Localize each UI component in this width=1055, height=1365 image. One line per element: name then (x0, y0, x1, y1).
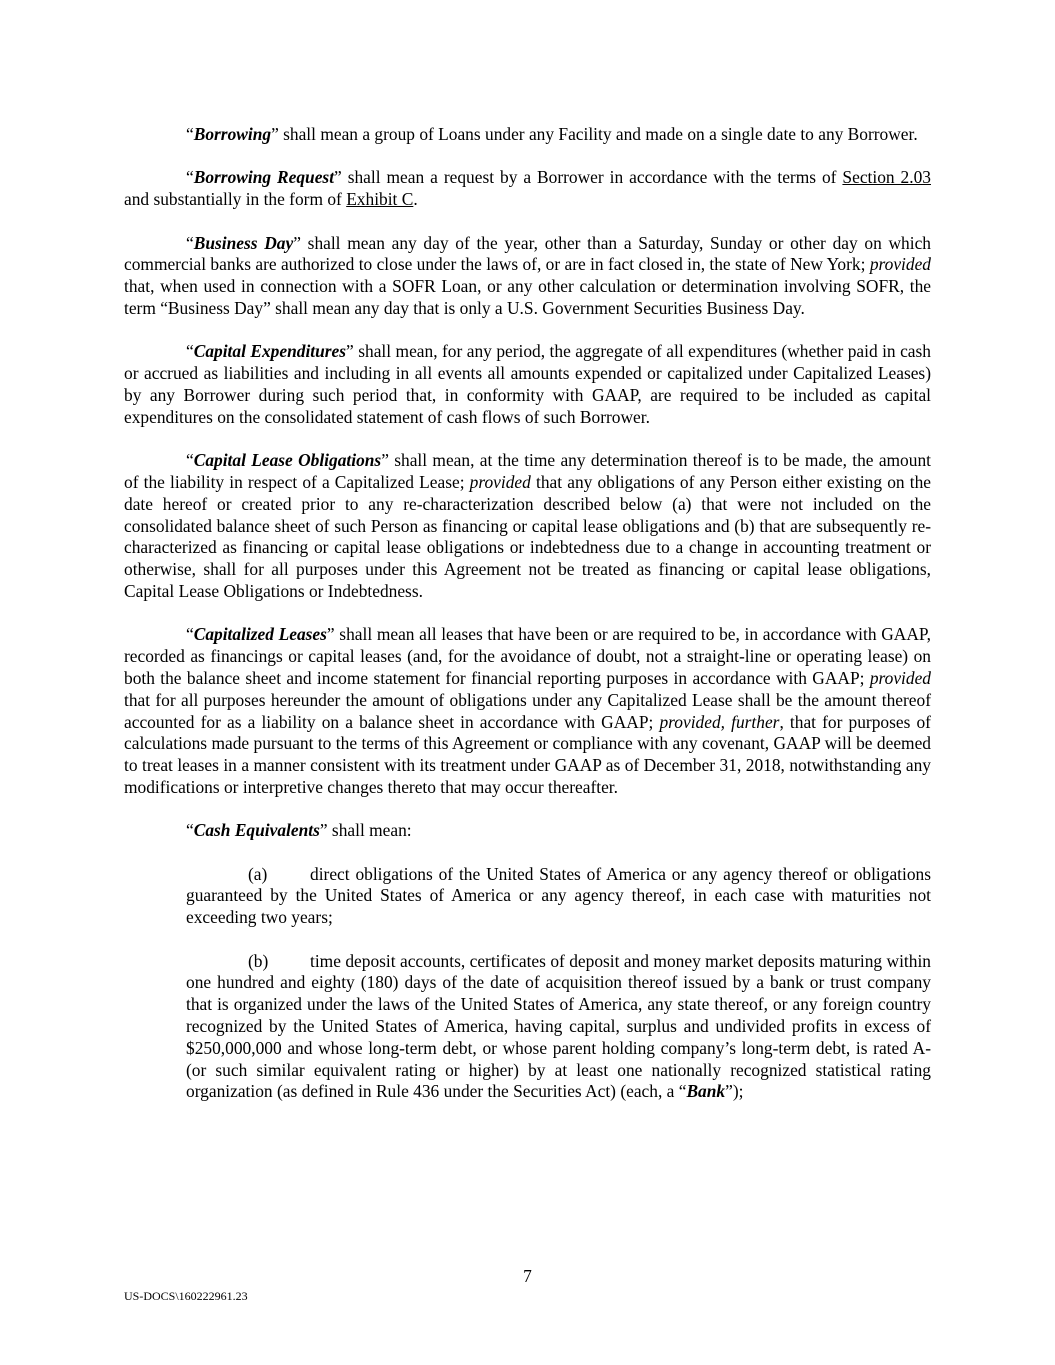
definition-capital-expenditures (124, 341, 931, 428)
definition-borrowing-request (124, 167, 931, 211)
definition-cash-equivalents (124, 820, 931, 842)
page-number: 7 (523, 1266, 532, 1286)
defined-term: Bank (686, 1081, 726, 1102)
definition-capitalized-leases (124, 624, 931, 798)
item-label: (b) (248, 950, 269, 971)
definition-text: ” shall mean a request by a Borrower in accordance with the terms of (334, 167, 843, 188)
defined-term: Capital Expenditures (193, 341, 347, 362)
open-quote: “ (186, 341, 194, 362)
item-text: ”); (725, 1081, 744, 1102)
definition-text: ” shall mean a group of Loans under any Facility and made on a single date to any Borrower. (271, 124, 918, 144)
open-quote: “ (186, 624, 194, 645)
defined-term: Capital Lease Obligations (193, 450, 382, 471)
definition-text: that for all purposes hereunder the amount of obligations under any Capitalized Lease shall be the amount thereof accounted for as a liability on a balance sheet in accordance with GAAP; (124, 689, 931, 732)
definition-text: ” shall mean, for any period, the aggregate of all expenditures (whether paid in cash or accrued as liabilities and including in all events all amounts expended or capitalized under Capitalized Leases) by any Borrower during such period that, in conformity with GAAP, are required to be included as capital expenditures on the consolidated statement of cash flows of such Borrower. (124, 341, 931, 427)
definition-borrowing (124, 124, 931, 146)
defined-term: Cash Equivalents (193, 820, 320, 841)
definition-text: ” shall mean all leases that have been or are required to be, in accordance with GAAP, recorded as financings or capital leases (and, for the avoidance of doubt, not a straight-line or operating lease) on both the balance sheet and income statement for financial reporting purposes in accordance with GAAP; (124, 624, 931, 688)
document-body (124, 124, 931, 1125)
defined-term: Borrowing (193, 124, 272, 144)
open-quote: “ (186, 124, 194, 144)
document-id: US-DOCS\160222961.23 (124, 1289, 248, 1303)
open-quote: “ (186, 820, 194, 841)
definition-text: that, when used in connection with a SOFR Loan, or any other calculation or determination involving SOFR, the term “Business Day” shall mean any day that is only a U.S. Government Securities Business Day. (124, 276, 931, 318)
definition-business-day (124, 233, 931, 320)
defined-term: Borrowing Request (193, 167, 335, 188)
item-text: direct obligations of the United States of America or any agency thereof or obligations guaranteed by the United States of America or any agency thereof, in each case with maturities not exceeding two years; (186, 863, 931, 928)
defined-term: Business Day (193, 232, 294, 253)
cash-equivalents-item-a (186, 864, 931, 929)
definition-text: and substantially in the form of (124, 189, 347, 210)
open-quote: “ (186, 450, 194, 471)
cash-equivalents-item-b (186, 951, 931, 1104)
section-reference: Section 2.03 (842, 167, 931, 188)
item-label: (a) (248, 863, 268, 884)
proviso-word: provided (869, 254, 931, 275)
proviso-word: provided (469, 471, 531, 492)
definition-text: , that for purposes of calculations made pursuant to the terms of this Agreement or compliance with any covenant, GAAP will be deemed to treat leases in a manner consistent with its treatment under GAAP as of December 31, 2018, notwithstanding any modifications or interpretive changes thereto that may occur thereafter. (124, 711, 931, 797)
open-quote: “ (186, 232, 194, 253)
item-text: time deposit accounts, certificates of deposit and money market deposits maturing within one hundred and eighty (180) days of the date of acquisition thereof issued by a bank or trust company that is organized under the laws of the United States of America, any state thereof, or any foreign country recognized by the United States of America, having capital, surplus and undivided profits in excess of $250,000,000 and whose long-term debt, or whose parent holding company’s long-term debt, is rated A- (or such similar equivalent rating or higher) by at least one nationally recognized statistical rating organization (as defined in Rule 436 under the Securities Act) (each, a “ (186, 950, 931, 1102)
definition-text: ” shall mean, at the time any determination thereof is to be made, the amount of the liability in respect of a Capitalized Lease; (124, 450, 931, 492)
open-quote: “ (186, 167, 194, 188)
definition-text: that any obligations of any Person either existing on the date hereof or created prior to any re-characterization described below (a) that were not included on the consolidated balance sheet of such Person as financing or capital lease obligations and (b) that are subsequently re-characterized as financing or capital lease obligations or indebtedness due to a change in accounting treatment or otherwise, shall for all purposes under this Agreement not be treated as financing or capital lease obligations, Capital Lease Obligations or Indebtedness. (124, 471, 931, 601)
definition-text: . (413, 189, 418, 210)
exhibit-reference: Exhibit C (346, 189, 414, 210)
definition-text: ” shall mean any day of the year, other than a Saturday, Sunday or other day on which commercial banks are authorized to close under the laws of, or are in fact closed in, the state of New York; (124, 232, 932, 275)
defined-term: Capitalized Leases (193, 624, 327, 645)
definition-capital-lease-obligations (124, 450, 931, 603)
proviso-further-word: provided, further (659, 711, 780, 732)
proviso-word: provided (869, 667, 931, 688)
definition-text: ” shall mean: (319, 820, 412, 841)
